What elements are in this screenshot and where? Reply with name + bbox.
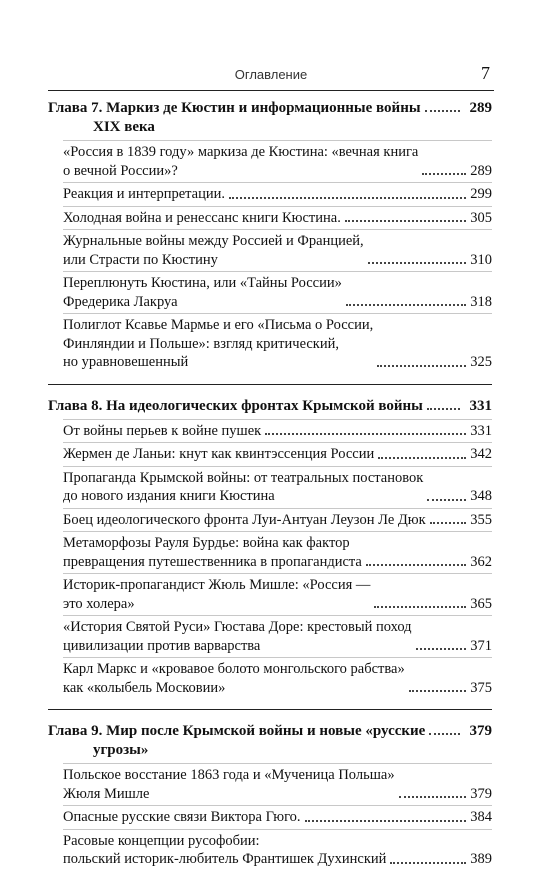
chapter-block bbox=[48, 716, 492, 881]
toc-entry-line: Журнальные войны между Россией и Францией, bbox=[63, 233, 364, 249]
toc-entry-page-number: 305 bbox=[470, 209, 492, 226]
toc-entry[interactable] bbox=[63, 419, 492, 443]
toc-entry-title bbox=[63, 232, 364, 269]
toc-entry-line: Метаморфозы Рауля Бурдье: война как фактор bbox=[63, 535, 350, 551]
chapter-title-line: угрозы» bbox=[93, 742, 149, 758]
page-number: 7 bbox=[481, 63, 490, 83]
toc-entry[interactable] bbox=[63, 763, 492, 805]
toc-entry-line: Историк-пропагандист Жюль Мишле: «Россия — bbox=[63, 577, 371, 593]
toc-entry[interactable] bbox=[63, 182, 492, 206]
toc-entry-line: Расовые концепции русофобии: bbox=[63, 832, 260, 849]
toc-entry-line: Жермен де Ланьи: кнут как квинтэссенция России bbox=[63, 446, 375, 462]
toc-entry-line: до нового издания книги Кюстина bbox=[63, 488, 275, 504]
toc-entry-title bbox=[63, 534, 362, 571]
toc-entry-title bbox=[63, 274, 342, 311]
dot-leader bbox=[416, 648, 467, 650]
toc-entry[interactable] bbox=[63, 442, 492, 466]
toc-entry-title bbox=[63, 469, 423, 506]
dot-leader bbox=[366, 564, 466, 566]
toc-entry-page-number: 342 bbox=[470, 446, 492, 462]
toc-entry-title bbox=[63, 185, 225, 204]
toc-entry-title bbox=[63, 660, 405, 697]
toc-entry-title bbox=[63, 808, 301, 827]
dot-leader bbox=[430, 522, 467, 524]
chapter-page-number: 289 bbox=[469, 100, 492, 116]
toc-entry[interactable] bbox=[63, 805, 492, 829]
toc-entry-page-number: 325 bbox=[470, 354, 492, 370]
chapter-heading[interactable] bbox=[48, 716, 492, 760]
toc-entry-line: Реакция и интерпретации. bbox=[63, 186, 226, 202]
toc-entry-line: Опасные русские связи Виктора Гюго. bbox=[63, 809, 301, 825]
chapter-heading[interactable] bbox=[48, 391, 492, 416]
dot-leader bbox=[345, 220, 466, 222]
toc-entry-line: цивилизации против варварства bbox=[63, 637, 261, 654]
chapter-heading[interactable] bbox=[48, 93, 492, 137]
table-of-contents bbox=[48, 93, 492, 887]
dot-leader bbox=[427, 499, 466, 501]
toc-entry-title bbox=[63, 576, 370, 613]
chapter-block bbox=[48, 93, 492, 385]
chapter-title-line: Глава 7. Маркиз де Кюстин и информационные войны bbox=[48, 100, 421, 116]
toc-entry-line: превращения путешественника в пропагандиста bbox=[63, 553, 362, 570]
toc-entry-title bbox=[63, 766, 395, 803]
dot-leader bbox=[390, 862, 466, 864]
toc-entry-page-number: 379 bbox=[470, 785, 492, 802]
toc-entry-line: Холодная война и ренессанс книги Кюстина. bbox=[63, 209, 341, 226]
toc-entry-title bbox=[63, 618, 412, 655]
toc-entry-line: Боец идеологического фронта Луи-Антуан Леузон Ле Дюк bbox=[63, 511, 426, 528]
dot-leader bbox=[422, 173, 466, 175]
toc-entry[interactable] bbox=[63, 573, 492, 615]
dot-leader bbox=[374, 606, 466, 608]
toc-entry-page-number: 310 bbox=[470, 251, 492, 268]
toc-entry[interactable] bbox=[63, 313, 492, 374]
toc-entry-line: Пропаганда Крымской войны: от театральных постановок bbox=[63, 469, 424, 486]
dot-leader bbox=[368, 262, 467, 264]
toc-entry-page-number: 355 bbox=[470, 511, 492, 528]
toc-entry-line: Финляндии и Польше»: взгляд критический, bbox=[63, 335, 339, 352]
toc-entry-line: Жюля Мишле bbox=[63, 785, 150, 802]
dot-leader bbox=[305, 820, 467, 822]
toc-entry-page-number: 375 bbox=[470, 679, 492, 696]
toc-entry-line: или Страсти по Кюстину bbox=[63, 251, 218, 268]
toc-entry[interactable] bbox=[63, 229, 492, 271]
chapter-title-line: Глава 9. Мир после Крымской войны и новые «русские bbox=[48, 723, 426, 739]
toc-entry[interactable] bbox=[63, 531, 492, 573]
dot-leader bbox=[346, 304, 466, 306]
toc-entry-line: Фредерика Лакруа bbox=[63, 293, 178, 310]
running-header bbox=[48, 64, 494, 91]
chapter-title-line: Глава 8. На идеологических фронтах Крымской войны bbox=[48, 397, 423, 414]
toc-entry-page-number: 348 bbox=[470, 488, 492, 504]
toc-entry-title bbox=[63, 209, 341, 228]
dot-leader bbox=[427, 408, 460, 410]
toc-entry-line: «История Святой Руси» Гюстава Доре: крестовый поход bbox=[63, 619, 412, 635]
toc-entry[interactable] bbox=[63, 271, 492, 313]
chapter-title-line: XIX века bbox=[93, 119, 155, 135]
chapter-block bbox=[48, 391, 492, 711]
toc-entry-line: но уравновешенный bbox=[63, 354, 189, 370]
toc-entry-title bbox=[63, 832, 386, 869]
toc-entry-page-number: 365 bbox=[470, 595, 492, 612]
chapter-page-number: 379 bbox=[469, 723, 492, 739]
toc-entry[interactable] bbox=[63, 615, 492, 657]
toc-entry-line: От войны перьев к войне пушек bbox=[63, 422, 262, 439]
toc-entry-title bbox=[63, 316, 373, 372]
toc-entry[interactable] bbox=[63, 657, 492, 699]
chapter-page-number: 331 bbox=[469, 397, 492, 414]
toc-entry-line: Переплюнуть Кюстина, или «Тайны России» bbox=[63, 275, 342, 291]
toc-entry-title bbox=[63, 445, 374, 464]
dot-leader bbox=[377, 365, 466, 367]
toc-entry[interactable] bbox=[63, 140, 492, 182]
toc-entry-title bbox=[63, 511, 426, 530]
toc-entry-line: «Россия в 1839 году» маркиза де Кюстина: «вечная книга bbox=[63, 144, 419, 160]
dot-leader bbox=[229, 197, 466, 199]
toc-entry-page-number: 362 bbox=[470, 553, 492, 570]
toc-entry-line: это холера» bbox=[63, 595, 135, 612]
toc-entry-title bbox=[63, 422, 261, 441]
toc-entry-page-number: 384 bbox=[470, 809, 492, 825]
toc-entry-page-number: 331 bbox=[470, 422, 492, 439]
dot-leader bbox=[399, 796, 467, 798]
toc-entry[interactable] bbox=[63, 829, 492, 871]
toc-entry-page-number: 299 bbox=[470, 186, 492, 202]
toc-entry-page-number: 389 bbox=[470, 851, 492, 867]
toc-entry-page-number: 371 bbox=[470, 637, 492, 654]
toc-entry-title bbox=[63, 143, 418, 180]
toc-entry[interactable] bbox=[63, 466, 492, 508]
dot-leader bbox=[409, 690, 467, 692]
toc-entry-line: Карл Маркс и «кровавое болото монгольского рабства» bbox=[63, 661, 405, 677]
toc-entry-page-number: 318 bbox=[470, 293, 492, 310]
dot-leader bbox=[265, 433, 466, 435]
toc-entry-page-number: 289 bbox=[470, 162, 492, 179]
dot-leader bbox=[425, 110, 460, 112]
toc-entry-line: польский историк-любитель Франтишек Духинский bbox=[63, 851, 387, 867]
toc-entry-line: как «колыбель Московии» bbox=[63, 679, 226, 696]
toc-entry-line: Польское восстание 1863 года и «Мученица Польша» bbox=[63, 767, 395, 783]
toc-entry-line: о вечной России»? bbox=[63, 162, 178, 179]
toc-entry[interactable] bbox=[63, 206, 492, 230]
toc-entry-line: Полиглот Ксавье Мармье и его «Письма о России, bbox=[63, 317, 374, 333]
dot-leader bbox=[429, 733, 459, 735]
running-head-title: Оглавление bbox=[234, 67, 308, 82]
dot-leader bbox=[378, 457, 466, 459]
toc-entry[interactable] bbox=[63, 508, 492, 532]
